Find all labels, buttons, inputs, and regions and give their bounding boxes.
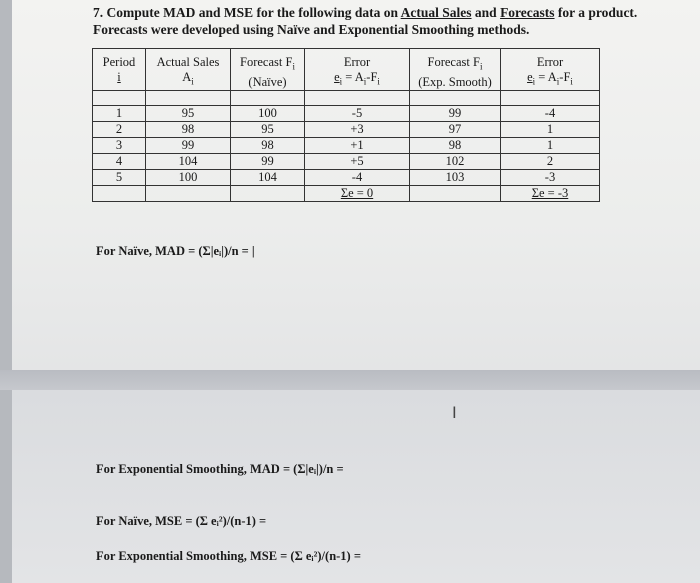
cell-forecast-naive: 95 (231, 121, 305, 137)
cell-period: 3 (93, 137, 146, 153)
cell-actual: 95 (146, 105, 231, 121)
cell-error-exp: 1 (501, 137, 600, 153)
cell-forecast-naive: 104 (231, 169, 305, 185)
cell-error-exp: 1 (501, 121, 600, 137)
table-gap-row (93, 90, 600, 105)
table-row (93, 121, 600, 137)
cell-forecast-exp: 99 (410, 105, 501, 121)
table-sum-row (93, 185, 600, 201)
cell-error-naive: -4 (305, 169, 410, 185)
cell-forecast-exp: 102 (410, 153, 501, 169)
cell-actual: 100 (146, 169, 231, 185)
header-forecast-exp: Forecast $F_i$ (Exp. Smooth) (410, 49, 501, 91)
table-row (93, 153, 600, 169)
page-divider (0, 370, 700, 390)
cell-forecast-exp: 98 (410, 137, 501, 153)
header-actual-sales: Actual Sales $A_i$ (146, 49, 231, 91)
exp-mse-formula[interactable]: For Exponential Smoothing, MSE = (Σ eᵢ²)/(n-1) = (96, 549, 361, 563)
cell-error-naive: +1 (305, 137, 410, 153)
cell-forecast-exp: 97 (410, 121, 501, 137)
question-and: and (471, 5, 501, 20)
cell-error-naive: +5 (305, 153, 410, 169)
actual-sales-term: Actual Sales (400, 5, 472, 20)
table-row (93, 169, 600, 185)
header-error-naive: Error $e_i = A_i-F_i$ (305, 49, 410, 91)
exp-mad-formula[interactable]: For Exponential Smoothing, MAD = (Σ|eᵢ|)/n = (96, 462, 344, 476)
header-forecast-naive: Forecast $F_i$ (Naïve) (231, 49, 305, 91)
text-cursor-icon: I (452, 403, 457, 422)
question-number: 7. (93, 5, 104, 20)
question-text (93, 4, 683, 38)
sum-error-exp: Σe = -3 (501, 185, 600, 201)
question-text-before: Compute MAD and MSE for the following data on (106, 5, 401, 20)
question-text-after: for a product. Forecasts were developed using Naïve and Exponential Smoothing methods. (93, 5, 638, 37)
cell-period: 4 (93, 153, 146, 169)
cell-actual: 99 (146, 137, 231, 153)
cell-actual: 104 (146, 153, 231, 169)
naive-mad-formula[interactable]: For Naïve, MAD = (Σ|eᵢ|)/n = | (96, 244, 255, 258)
cell-period: 1 (93, 105, 146, 121)
data-table (92, 48, 600, 202)
cell-error-exp: -4 (501, 105, 600, 121)
cell-period: 5 (93, 169, 146, 185)
table-header-row (93, 49, 600, 91)
cell-forecast-exp: 103 (410, 169, 501, 185)
cell-error-naive: -5 (305, 105, 410, 121)
left-gutter (0, 0, 12, 583)
cell-actual: 98 (146, 121, 231, 137)
table-row (93, 137, 600, 153)
cell-error-exp: 2 (501, 153, 600, 169)
cell-error-naive: +3 (305, 121, 410, 137)
cell-forecast-naive: 98 (231, 137, 305, 153)
cell-forecast-naive: 100 (231, 105, 305, 121)
header-error-exp: Error $e_i = A_i-F_i$ (501, 49, 600, 91)
cell-period: 2 (93, 121, 146, 137)
sum-error-naive: Σe = 0 (305, 185, 410, 201)
table-row (93, 105, 600, 121)
forecasts-term: Forecasts (500, 5, 555, 20)
cell-error-exp: -3 (501, 169, 600, 185)
header-period: Period i (93, 49, 146, 91)
naive-mse-formula[interactable]: For Naïve, MSE = (Σ eᵢ²)/(n-1) = (96, 514, 267, 528)
cell-forecast-naive: 99 (231, 153, 305, 169)
